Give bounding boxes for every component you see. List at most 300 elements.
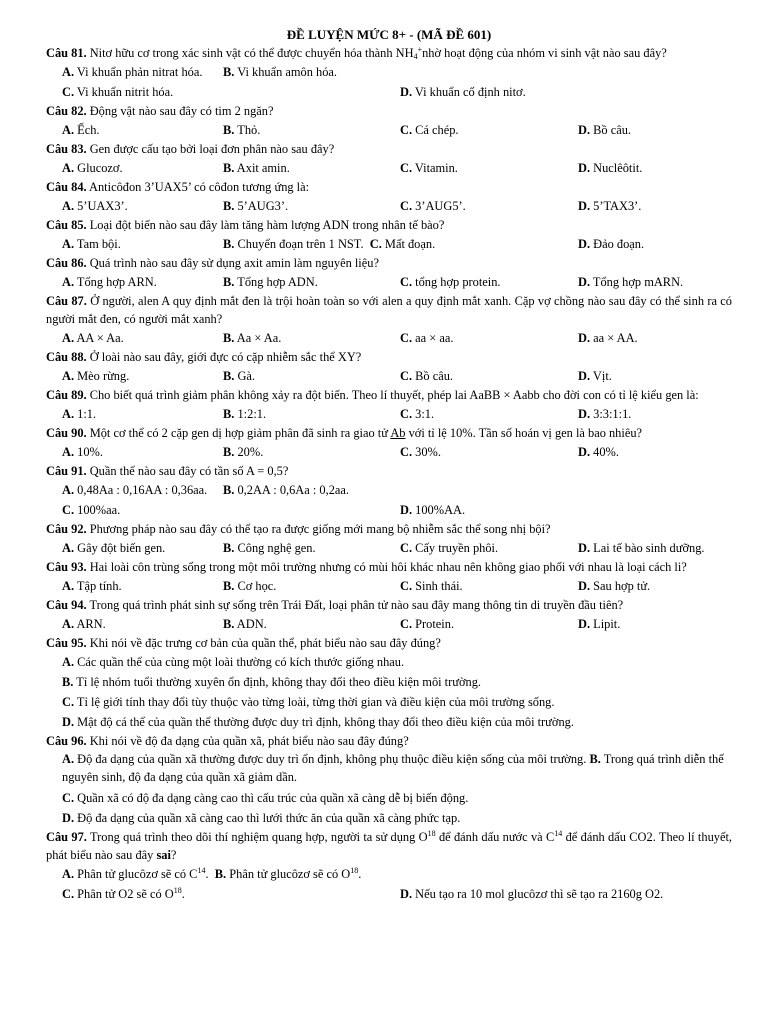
text-segment: 5’TAX3’. <box>593 199 642 213</box>
options-row <box>62 480 732 500</box>
text-segment: 18 <box>350 866 359 875</box>
question-85 <box>46 216 732 254</box>
question-number: Câu 84. <box>46 180 87 194</box>
text-segment: để đánh dấu CO2. Theo lí thuyết, phát biểu nào sau đây <box>46 830 732 862</box>
option-label: A. <box>62 199 75 213</box>
question-stem <box>46 462 732 480</box>
options-row <box>62 62 732 82</box>
text-segment: Tỉ lệ giới tính thay đổi tùy thuộc vào từng loài, từng thời gian và điều kiện của môi trường sống. <box>76 695 555 709</box>
options-row <box>62 196 732 216</box>
option-d[interactable] <box>62 712 732 732</box>
text-segment: Vi khuẩn cố định nitơ. <box>414 85 526 99</box>
option-label: C. <box>400 579 413 593</box>
question-94 <box>46 596 732 634</box>
text-segment: Nitơ hữu cơ trong xác sinh vật có thể được chuyển hóa thành NH <box>86 46 414 60</box>
option-label: B. <box>223 617 235 631</box>
text-segment: Sinh thái. <box>415 579 463 593</box>
text-segment: Gà. <box>237 369 256 383</box>
question-81 <box>46 44 732 102</box>
option-d[interactable] <box>578 272 683 292</box>
text-segment: 1:1. <box>77 407 97 421</box>
option-d[interactable] <box>578 158 642 178</box>
option-b[interactable] <box>223 442 263 462</box>
option-label: D. <box>62 715 75 729</box>
option-b[interactable] <box>223 158 290 178</box>
option-b[interactable] <box>223 62 337 82</box>
option-d[interactable] <box>400 500 465 520</box>
exam-document <box>46 25 732 904</box>
text-segment: Một cơ thể có 2 cặp gen dị hợp giảm phân đã sinh ra giao tử <box>86 426 391 440</box>
question-number: Câu 86. <box>46 256 87 270</box>
question-88 <box>46 348 732 386</box>
option-label: D. <box>578 331 591 345</box>
option-label: A. <box>62 617 75 631</box>
option-label: C. <box>400 331 413 345</box>
option-label: C. <box>400 275 413 289</box>
option-b[interactable] <box>223 366 255 386</box>
option-label: B. <box>223 65 235 79</box>
text-segment: 100%aa. <box>77 503 121 517</box>
text-segment: Khi nói về đặc trưng cơ bản của quần thể, phát biểu nào sau đây đúng? <box>86 636 441 650</box>
question-87 <box>46 292 732 348</box>
text-segment: Glucozơ. <box>77 161 123 175</box>
options-row <box>62 158 732 178</box>
text-segment: . <box>205 867 209 881</box>
option-b[interactable] <box>223 196 288 216</box>
option-a[interactable] <box>62 234 121 254</box>
option-b[interactable] <box>223 272 318 292</box>
text-segment: Vi khuẩn amôn hóa. <box>237 65 337 79</box>
text-segment: Phân tử glucôzơ sẽ có O <box>229 867 351 881</box>
option-d[interactable] <box>578 328 638 348</box>
option-label: B. <box>223 407 235 421</box>
option-b[interactable] <box>223 328 281 348</box>
options-row <box>62 120 732 140</box>
option-label: C. <box>400 161 413 175</box>
option-a[interactable] <box>62 328 124 348</box>
options-row <box>62 500 732 520</box>
text-segment: nhờ hoạt động của nhóm vi sinh vật nào sau đây? <box>422 46 667 60</box>
option-label: A. <box>62 407 75 421</box>
options-row <box>62 614 732 634</box>
text-segment: Lai tế bào sinh dưỡng. <box>593 541 705 555</box>
text-segment: Đảo đoạn. <box>593 237 645 251</box>
question-number: Câu 88. <box>46 350 87 364</box>
text-segment: ARN. <box>76 617 106 631</box>
text-segment: aa × AA. <box>593 331 638 345</box>
options-row <box>62 366 732 386</box>
option-c[interactable] <box>400 404 434 424</box>
option-label: C. <box>62 695 75 709</box>
text-segment: 4 <box>413 52 418 61</box>
option-c[interactable] <box>400 272 501 292</box>
question-82 <box>46 102 732 140</box>
question-stem <box>46 828 732 864</box>
option-label: C. <box>62 887 75 901</box>
option-label: D. <box>578 579 591 593</box>
option-a[interactable] <box>62 442 103 462</box>
option-c[interactable] <box>400 120 459 140</box>
option-c[interactable] <box>400 366 453 386</box>
text-segment: 40%. <box>593 445 619 459</box>
option-label: C. <box>400 199 413 213</box>
option-a[interactable] <box>62 62 202 82</box>
text-segment: Cơ học. <box>237 579 277 593</box>
text-segment: Quần xã có độ đa dạng càng cao thì cấu trúc của quần xã càng dễ bị biến động. <box>77 791 469 805</box>
text-segment: Bồ câu. <box>593 123 632 137</box>
text-segment: 14 <box>197 866 206 875</box>
text-segment: Độ đa dạng của quần xã càng cao thì lưới thức ăn của quần xã càng phức tạp. <box>77 811 461 825</box>
option-label: A. <box>62 331 75 345</box>
option-d[interactable] <box>578 120 631 140</box>
option-a[interactable] <box>62 614 106 634</box>
option-label: A. <box>62 483 75 497</box>
options-row <box>62 404 732 424</box>
option-c[interactable] <box>400 576 463 596</box>
text-segment: 18 <box>173 886 182 895</box>
options-row <box>62 234 732 254</box>
option-label: D. <box>400 85 413 99</box>
text-segment: 5’UAX3’. <box>77 199 128 213</box>
text-segment: Anticôđon 3’UAX5’ có côđon tương ứng là: <box>86 180 310 194</box>
text-segment: Vitamin. <box>414 161 458 175</box>
text-segment: Tỉ lệ nhóm tuổi thường xuyên ổn định, không thay đổi theo điều kiện môi trường. <box>76 675 482 689</box>
option-d[interactable] <box>578 538 705 558</box>
option-c[interactable] <box>400 538 498 558</box>
text-segment: Độ đa dạng của quần xã thường được duy trì ổn định, không phụ thuộc điều kiện sống của môi trường. <box>77 752 587 766</box>
text-segment: Khi nói về độ đa dạng của quần xã, phát biểu nào sau đây đúng? <box>86 734 409 748</box>
text-segment: Tổng hợp ADN. <box>237 275 318 289</box>
text-segment: Hai loài côn trùng sống trong một môi trường nhưng có mùi hôi khác nhau nên không giao phối với nhau là loại cách li? <box>86 560 687 574</box>
option-label: C. <box>369 237 382 251</box>
options-row <box>62 328 732 348</box>
text-segment: Tổng hợp mARN. <box>592 275 684 289</box>
option-label: A. <box>62 65 75 79</box>
option-label: B. <box>223 237 235 251</box>
text-segment: Aa × Aa. <box>236 331 282 345</box>
option-label: C. <box>400 369 413 383</box>
options-row <box>62 864 732 884</box>
text-segment: 0,2AA : 0,6Aa : 0,2aa. <box>237 483 349 497</box>
option-label: D. <box>578 369 591 383</box>
question-89 <box>46 386 732 424</box>
text-segment: Ở loài nào sau đây, giới đực có cặp nhiễm sắc thể XY? <box>86 350 362 364</box>
option-b[interactable] <box>223 120 260 140</box>
text-segment: Trong quá trình theo dõi thí nghiệm quang hợp, người ta sử dụng O <box>86 830 428 844</box>
question-number: Câu 82. <box>46 104 87 118</box>
option-b[interactable] <box>62 672 732 692</box>
option-label: B. <box>223 579 235 593</box>
text-segment: tổng hợp protein. <box>415 275 501 289</box>
text-segment: ? <box>170 848 177 862</box>
text-segment: Nuclêôtit. <box>593 161 643 175</box>
text-segment: + <box>417 45 423 54</box>
text-segment: với tỉ lệ 10%. Tần số hoán vị gen là bao nhiêu? <box>405 426 643 440</box>
option-a[interactable] <box>62 272 157 292</box>
question-stem <box>46 44 732 62</box>
text-segment: Tập tính. <box>76 579 122 593</box>
exam-title: ĐỀ LUYỆN MỨC 8+ - (MÃ ĐỀ 601) <box>286 27 492 42</box>
option-c[interactable] <box>400 158 458 178</box>
option-a[interactable] <box>62 538 165 558</box>
text-segment: 3:3:1:1. <box>593 407 632 421</box>
question-number: Câu 92. <box>46 522 87 536</box>
text-segment: Cấy truyền phôi. <box>415 541 499 555</box>
question-number: Câu 89. <box>46 388 87 402</box>
text-segment: 3:1. <box>415 407 435 421</box>
option-d[interactable] <box>62 808 732 828</box>
question-stem <box>46 596 732 614</box>
option-label: C. <box>62 791 75 805</box>
option-a[interactable] <box>62 120 100 140</box>
text-segment: ADN. <box>236 617 267 631</box>
option-c[interactable] <box>62 884 185 904</box>
question-93 <box>46 558 732 596</box>
text-segment: 14 <box>554 829 563 838</box>
option-c[interactable] <box>400 614 454 634</box>
option-d[interactable] <box>400 884 663 904</box>
text-segment: Vi khuẩn nitrit hóa. <box>76 85 174 99</box>
text-segment: Thỏ. <box>237 123 261 137</box>
question-84 <box>46 178 732 216</box>
question-number: Câu 91. <box>46 464 87 478</box>
option-label: C. <box>400 407 413 421</box>
question-stem <box>46 386 732 404</box>
question-stem <box>46 140 732 158</box>
text-segment: Ab <box>390 426 406 440</box>
text-segment: 10%. <box>77 445 103 459</box>
text-segment: aa × aa. <box>415 331 454 345</box>
text-segment: để đánh dấu nước và C <box>435 830 555 844</box>
question-number: Câu 81. <box>46 46 87 60</box>
option-label: A. <box>62 655 75 669</box>
option-b[interactable] <box>223 234 435 254</box>
question-number: Câu 97. <box>46 830 87 844</box>
text-segment: Phân tử glucôzơ sẽ có C <box>77 867 198 881</box>
question-97 <box>46 828 732 904</box>
question-number: Câu 96. <box>46 734 87 748</box>
text-segment: Mèo rừng. <box>77 369 130 383</box>
option-b[interactable] <box>223 480 349 500</box>
question-stem <box>46 520 732 538</box>
option-c[interactable] <box>400 442 441 462</box>
text-segment: Trong quá trình diễn thế nguyên sinh, độ đa dạng của quần xã giảm dần. <box>62 752 724 784</box>
text-segment: AA × Aa. <box>76 331 124 345</box>
option-label: A. <box>62 867 75 881</box>
text-segment: sai <box>156 848 171 862</box>
option-label: A. <box>62 579 75 593</box>
text-segment: 100%AA. <box>415 503 466 517</box>
option-label: C. <box>400 617 413 631</box>
text-segment: Tam bội. <box>76 237 121 251</box>
text-segment: 5’AUG3’. <box>237 199 289 213</box>
options-row <box>62 576 732 596</box>
text-segment: Công nghệ gen. <box>237 541 316 555</box>
option-c[interactable] <box>62 82 173 102</box>
question-number: Câu 85. <box>46 218 87 232</box>
option-label: B. <box>223 331 235 345</box>
option-label: C. <box>62 503 75 517</box>
question-stem <box>46 102 732 120</box>
options-row <box>62 442 732 462</box>
text-segment: Các quần thể của cùng một loài thường có kích thước giống nhau. <box>77 655 405 669</box>
question-92 <box>46 520 732 558</box>
question-stem <box>46 424 732 442</box>
option-c[interactable] <box>62 692 732 712</box>
question-number: Câu 94. <box>46 598 87 612</box>
text-segment: Ếch. <box>77 123 100 137</box>
text-segment: Quá trình nào sau đây sử dụng axit amin làm nguyên liệu? <box>86 256 379 270</box>
option-c[interactable] <box>400 196 466 216</box>
option-a[interactable] <box>62 196 128 216</box>
question-95 <box>46 634 732 732</box>
option-label: B. <box>223 483 235 497</box>
text-segment: Vi khuẩn phản nitrat hóa. <box>76 65 203 79</box>
option-label: B. <box>223 161 235 175</box>
text-segment: Nếu tạo ra 10 mol glucôzơ thì sẽ tạo ra 2160g O2. <box>415 887 664 901</box>
option-label: D. <box>578 275 591 289</box>
option-label: B. <box>214 867 227 881</box>
question-number: Câu 95. <box>46 636 87 650</box>
option-label: B. <box>223 275 235 289</box>
question-stem <box>46 634 732 652</box>
text-segment: Vịt. <box>592 369 612 383</box>
option-d[interactable] <box>578 196 641 216</box>
text-segment: 0,48Aa : 0,16AA : 0,36aa. <box>77 483 208 497</box>
option-c[interactable] <box>400 328 453 348</box>
text-segment: 18 <box>427 829 436 838</box>
text-segment: Động vật nào sau đây có tim 2 ngăn? <box>86 104 274 118</box>
option-b[interactable] <box>223 576 276 596</box>
option-label: D. <box>62 811 75 825</box>
question-number: Câu 83. <box>46 142 87 156</box>
option-a[interactable] <box>62 864 361 884</box>
option-d[interactable] <box>578 234 644 254</box>
text-segment: 3’AUG5’. <box>415 199 466 213</box>
option-a-b[interactable] <box>62 750 732 786</box>
text-segment: 20%. <box>237 445 264 459</box>
options-row <box>62 538 732 558</box>
option-a[interactable] <box>62 366 129 386</box>
option-label: C. <box>400 123 413 137</box>
option-label: B. <box>223 123 235 137</box>
option-label: A. <box>62 161 75 175</box>
text-segment: Ở người, alen A quy định mắt đen là trội hoàn toàn so với alen a quy định mắt xanh. Cặp vợ chồng nào sau đây có thể sinh ra có người mắt đen, có người mắt xanh? <box>46 294 732 326</box>
option-c[interactable] <box>62 500 120 520</box>
option-label: D. <box>400 887 413 901</box>
option-label: B. <box>223 369 235 383</box>
text-segment: . <box>358 867 362 881</box>
options-row <box>62 884 732 904</box>
text-segment: Bồ câu. <box>415 369 454 383</box>
option-label: D. <box>578 199 591 213</box>
options-row <box>62 82 732 102</box>
option-a[interactable] <box>62 158 123 178</box>
option-label: D. <box>400 503 413 517</box>
question-stem <box>46 292 732 328</box>
question-stem <box>46 216 732 234</box>
text-segment: Phương pháp nào sau đây có thể tạo ra được giống mới mang bộ nhiễm sắc thể song nhị bội? <box>86 522 551 536</box>
text-segment: Axit amin. <box>236 161 290 175</box>
text-segment: Phân tử O2 sẽ có O <box>77 887 174 901</box>
text-segment: Loại đột biến nào sau đây làm tăng hàm lượng ADN trong nhân tế bào? <box>86 218 445 232</box>
options-row <box>62 272 732 292</box>
option-d[interactable] <box>578 404 631 424</box>
option-b[interactable] <box>223 614 267 634</box>
option-label: A. <box>62 541 75 555</box>
option-a[interactable] <box>62 404 96 424</box>
question-stem <box>46 732 732 750</box>
text-segment: Lipit. <box>593 617 621 631</box>
option-label: A. <box>62 123 75 137</box>
question-number: Câu 90. <box>46 426 87 440</box>
option-label: D. <box>578 161 591 175</box>
option-d[interactable] <box>578 614 620 634</box>
option-label: D. <box>578 407 591 421</box>
option-label: B. <box>223 541 235 555</box>
text-segment: Mất đoạn. <box>384 237 436 251</box>
option-label: B. <box>589 752 601 766</box>
option-a[interactable] <box>62 480 207 500</box>
option-label: D. <box>578 445 591 459</box>
option-d[interactable] <box>578 366 612 386</box>
option-a[interactable] <box>62 576 122 596</box>
option-label: A. <box>62 445 75 459</box>
option-b[interactable] <box>223 404 266 424</box>
question-number: Câu 93. <box>46 560 87 574</box>
option-label: A. <box>62 237 75 251</box>
text-segment: Gen được cấu tạo bởi loại đơn phân nào sau đây? <box>86 142 335 156</box>
question-83 <box>46 140 732 178</box>
option-b[interactable] <box>223 538 316 558</box>
option-label: D. <box>578 617 591 631</box>
text-segment: . <box>181 887 185 901</box>
question-86 <box>46 254 732 292</box>
question-90 <box>46 424 732 462</box>
question-stem <box>46 348 732 366</box>
question-96 <box>46 732 732 828</box>
option-label: D. <box>578 123 591 137</box>
text-segment: Cho biết quá trình giảm phân không xảy ra đột biến. Theo lí thuyết, phép lai AaBB × Aabb cho đời con có tỉ lệ kiểu gen là: <box>86 388 699 402</box>
option-label: D. <box>578 541 591 555</box>
text-segment: Trong quá trình phát sinh sự sống trên Trái Đất, loại phân tử nào sau đây mang thông tin di truyền đầu tiên? <box>86 598 624 612</box>
option-label: C. <box>400 445 413 459</box>
option-c[interactable] <box>62 788 732 808</box>
text-segment: Protein. <box>415 617 455 631</box>
text-segment: Cá chép. <box>415 123 459 137</box>
option-label: B. <box>223 199 235 213</box>
text-segment: Mật độ cá thể của quần thể thường được duy trì định, không thay đổi theo điều kiện của môi trường. <box>77 715 574 729</box>
option-d[interactable] <box>400 82 526 102</box>
text-segment: 30%. <box>415 445 441 459</box>
text-segment: Sau hợp tử. <box>593 579 651 593</box>
option-label: A. <box>62 275 75 289</box>
option-label: A. <box>62 369 75 383</box>
option-label: D. <box>578 237 591 251</box>
question-91 <box>46 462 732 520</box>
question-number: Câu 87. <box>46 294 87 308</box>
option-a[interactable] <box>62 652 732 672</box>
text-segment: Chuyển đoạn trên 1 NST. <box>237 237 364 251</box>
question-stem <box>46 254 732 272</box>
option-d[interactable] <box>578 576 650 596</box>
option-d[interactable] <box>578 442 619 462</box>
option-label: B. <box>223 445 235 459</box>
option-label: B. <box>62 675 74 689</box>
text-segment: 1:2:1. <box>237 407 267 421</box>
option-label: A. <box>62 752 75 766</box>
question-stem <box>46 558 732 576</box>
